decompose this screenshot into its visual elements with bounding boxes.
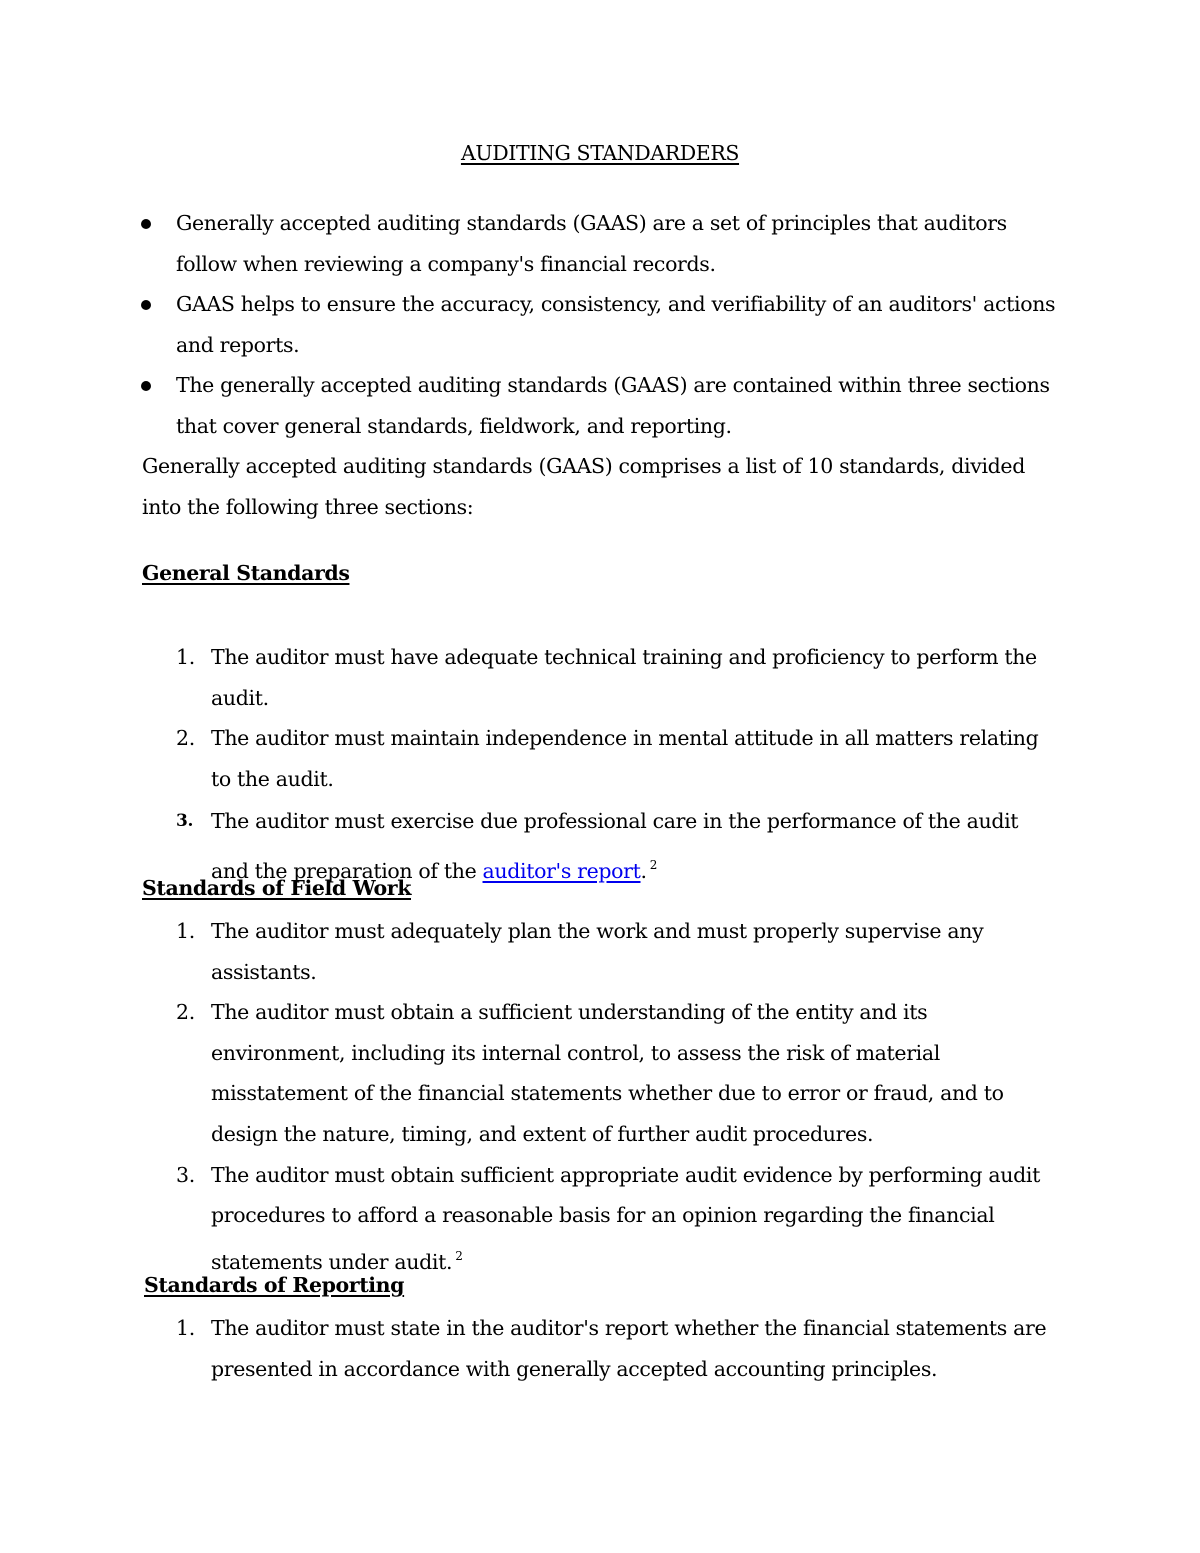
item-text: The auditor must state in the auditor's report whether the financial statements are presented in accordance with generally accepted accounting principles. [211,1316,1047,1381]
list-item [0,365,1056,446]
auditors-report-link[interactable]: auditor's report [482,859,641,884]
item-text: The auditor must obtain a sufficient understanding of the entity and its environment, including its internal control, to assess the risk of material misstatement of the financial statements whether due to error or fraud, and to design the nature, timing, and extent of further audit procedures. [211,1000,1004,1146]
list-item [0,203,1056,284]
item-number: 3. [176,1162,195,1187]
item-text: The auditor must exercise due professional care in the performance of the audit and the preparation of the [211,809,1019,884]
field-work-heading: Standards of Field Work [142,876,411,900]
item-text: The auditor must maintain independence in mental attitude in all matters relating to the audit. [211,726,1039,791]
bullet-text: Generally accepted auditing standards (GAAS) are a set of principles that auditors follow when reviewing a company's financial records. [176,211,1007,276]
item-number: 2. [176,726,195,751]
item-number: 1. [176,645,195,669]
list-item [0,284,1056,365]
footnote-marker: 2 [455,1248,463,1263]
bullet-text: The generally accepted auditing standards (GAAS) are contained within three sections that cover general standards, fieldwork, and reporting. [176,373,1050,438]
bullet-icon [141,381,151,391]
list-item [0,992,1056,1154]
item-number: 1. [176,919,195,943]
bullet-text: GAAS helps to ensure the accuracy, consistency, and verifiability of an auditors' actions and reports. [176,292,1056,357]
item-text: The auditor must adequately plan the work and must properly supervise any assistants. [211,919,984,984]
general-standards-heading: General Standards [142,561,350,585]
page-title: AUDITING STANDARDERS [460,141,740,165]
item-number: 2. [176,1000,195,1025]
reporting-list [0,1308,1056,1389]
item-text-end: . [640,859,647,884]
field-work-list [0,911,1056,1282]
bullet-icon [141,219,151,229]
item-text: The auditor must have adequate technical training and proficiency to perform the audit. [211,645,1037,710]
bullet-list [0,203,1056,447]
general-standards-list [0,637,1056,893]
list-item [0,1155,1056,1283]
list-item [0,637,1056,718]
footnote-marker: 2 [649,858,657,873]
bullet-icon [141,300,151,310]
item-text: The auditor must obtain sufficient appropriate audit evidence by performing audit procedures to afford a reasonable basis for an opinion regarding the financial statements under audit. [211,1162,1040,1274]
item-number: 3. [176,811,194,832]
item-number: 1. [176,1316,195,1340]
intro-paragraph: Generally accepted auditing standards (GAAS) comprises a list of 10 standards, divided into the following three sections: [142,454,1025,519]
list-item [0,1308,1056,1389]
reporting-heading: Standards of Reporting [144,1273,405,1297]
list-item [0,911,1056,992]
list-item [0,718,1056,799]
